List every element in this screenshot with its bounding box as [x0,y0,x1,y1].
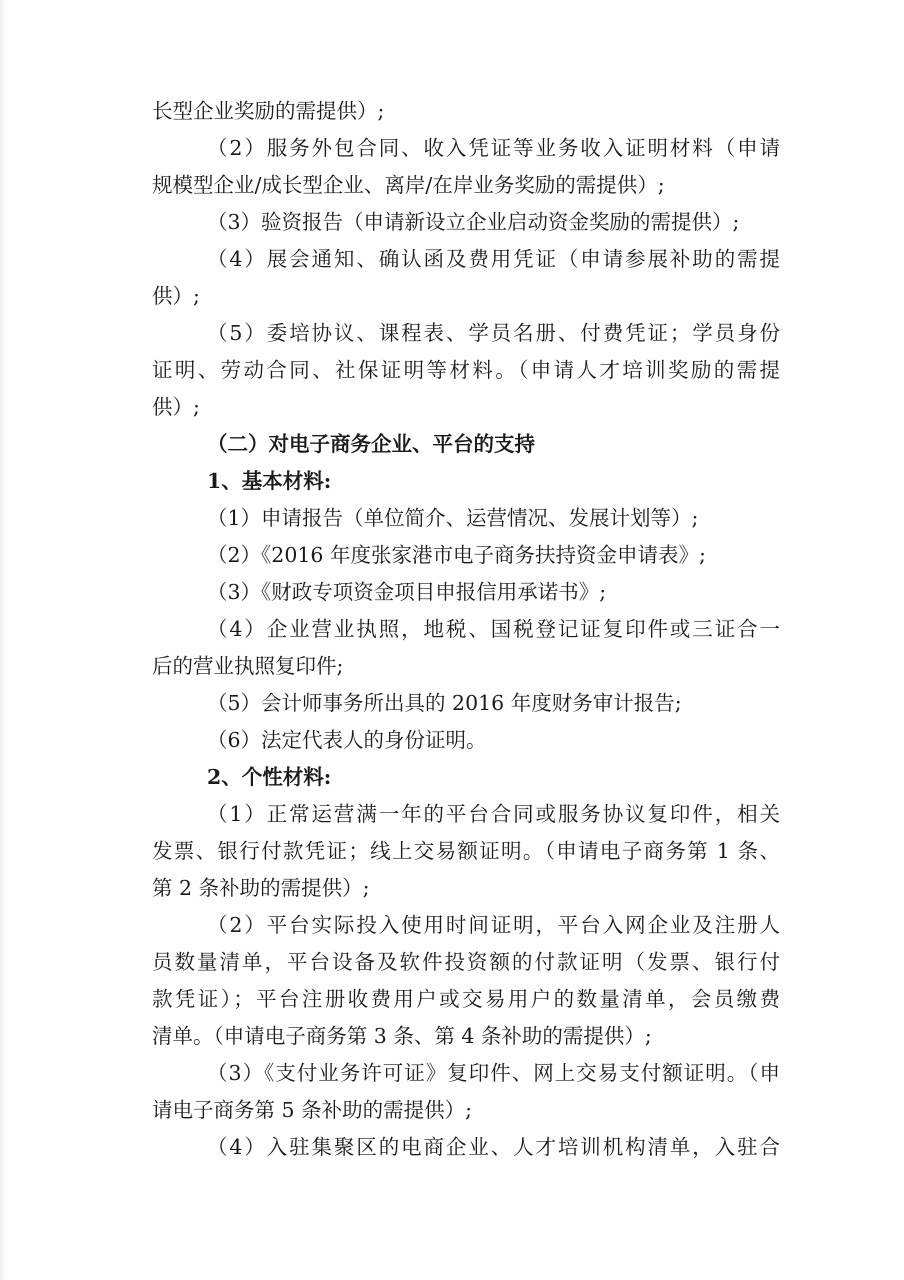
text-line: （2）《2016 年度张家港市电子商务扶持资金申请表》; [207,543,706,567]
text-line: 发票、银行付款凭证；线上交易额证明。（申请电子商务第 1 条、 [152,839,780,863]
basic-item-3 [152,574,780,611]
text-line: 证明、劳动合同、社保证明等材料。（申请人才培训奖励的需提 [152,358,780,382]
text-line: 款凭证）；平台注册收费用户或交易用户的数量清单，会员缴费 [152,987,780,1011]
basic-item-6 [152,722,780,759]
specific-item-1 [152,796,780,907]
paragraph-item-4 [152,241,780,315]
paragraph-item-2 [152,130,780,204]
basic-item-2 [152,537,780,574]
basic-item-4 [152,611,780,685]
specific-item-4 [152,1129,780,1166]
basic-item-5 [152,685,780,722]
basic-item-1 [152,500,780,537]
text-line: 规模型企业/成长型企业、离岸/在岸业务奖励的需提供）; [152,173,665,197]
text-line: （1）正常运营满一年的平台合同或服务协议复印件，相关 [207,802,780,826]
text-line: （4）展会通知、确认函及费用凭证（申请参展补助的需提 [207,247,780,271]
text-line: （3）《财政专项资金项目申报信用承诺书》; [207,580,607,604]
paragraph-continuation [152,93,780,130]
text-line: 后的营业执照复印件; [152,654,344,678]
section-heading: （二）对电子商务企业、平台的支持 [207,432,535,456]
text-line: （5）委培协议、课程表、学员名册、付费凭证；学员身份 [207,321,780,345]
text-line: （3）验资报告（申请新设立企业启动资金奖励的需提供）; [207,210,740,234]
text-line: 第 2 条补助的需提供）; [152,876,370,900]
subheading: 1、基本材料: [207,469,332,493]
scan-edge-shadow [0,0,6,1280]
text-line: （2）平台实际投入使用时间证明，平台入网企业及注册人 [207,913,780,937]
text-line: 清单。（申请电子商务第 3 条、第 4 条补助的需提供）; [152,1024,652,1048]
text-line: （5）会计师事务所出具的 2016 年度财务审计报告; [207,691,682,715]
specific-item-2 [152,907,780,1055]
paragraph-item-3 [152,204,780,241]
text-line: （6）法定代表人的身份证明。 [207,728,487,752]
text-line: （4）入驻集聚区的电商企业、人才培训机构清单，入驻合 [207,1135,780,1159]
subheading: 2、个性材料: [207,765,332,789]
text-line: （4）企业营业执照，地税、国税登记证复印件或三证合一 [207,617,780,641]
text-line: （2）服务外包合同、收入凭证等业务收入证明材料（申请 [207,136,780,160]
specific-item-3 [152,1055,780,1129]
text-line: （1）申请报告（单位简介、运营情况、发展计划等）; [207,506,699,530]
text-line: 供）; [152,395,200,419]
text-line: 员数量清单，平台设备及软件投资额的付款证明（发票、银行付 [152,950,780,974]
paragraph-item-5 [152,315,780,426]
text-line: 请电子商务第 5 条补助的需提供）; [152,1098,472,1122]
text-line: （3）《支付业务许可证》复印件、网上交易支付额证明。（申 [207,1061,780,1085]
subheading-basic-materials [152,463,780,500]
text-line: 供）; [152,284,200,308]
section-heading-ecommerce [152,426,780,463]
subheading-specific-materials [152,759,780,796]
text-line: 长型企业奖励的需提供）; [152,99,385,123]
